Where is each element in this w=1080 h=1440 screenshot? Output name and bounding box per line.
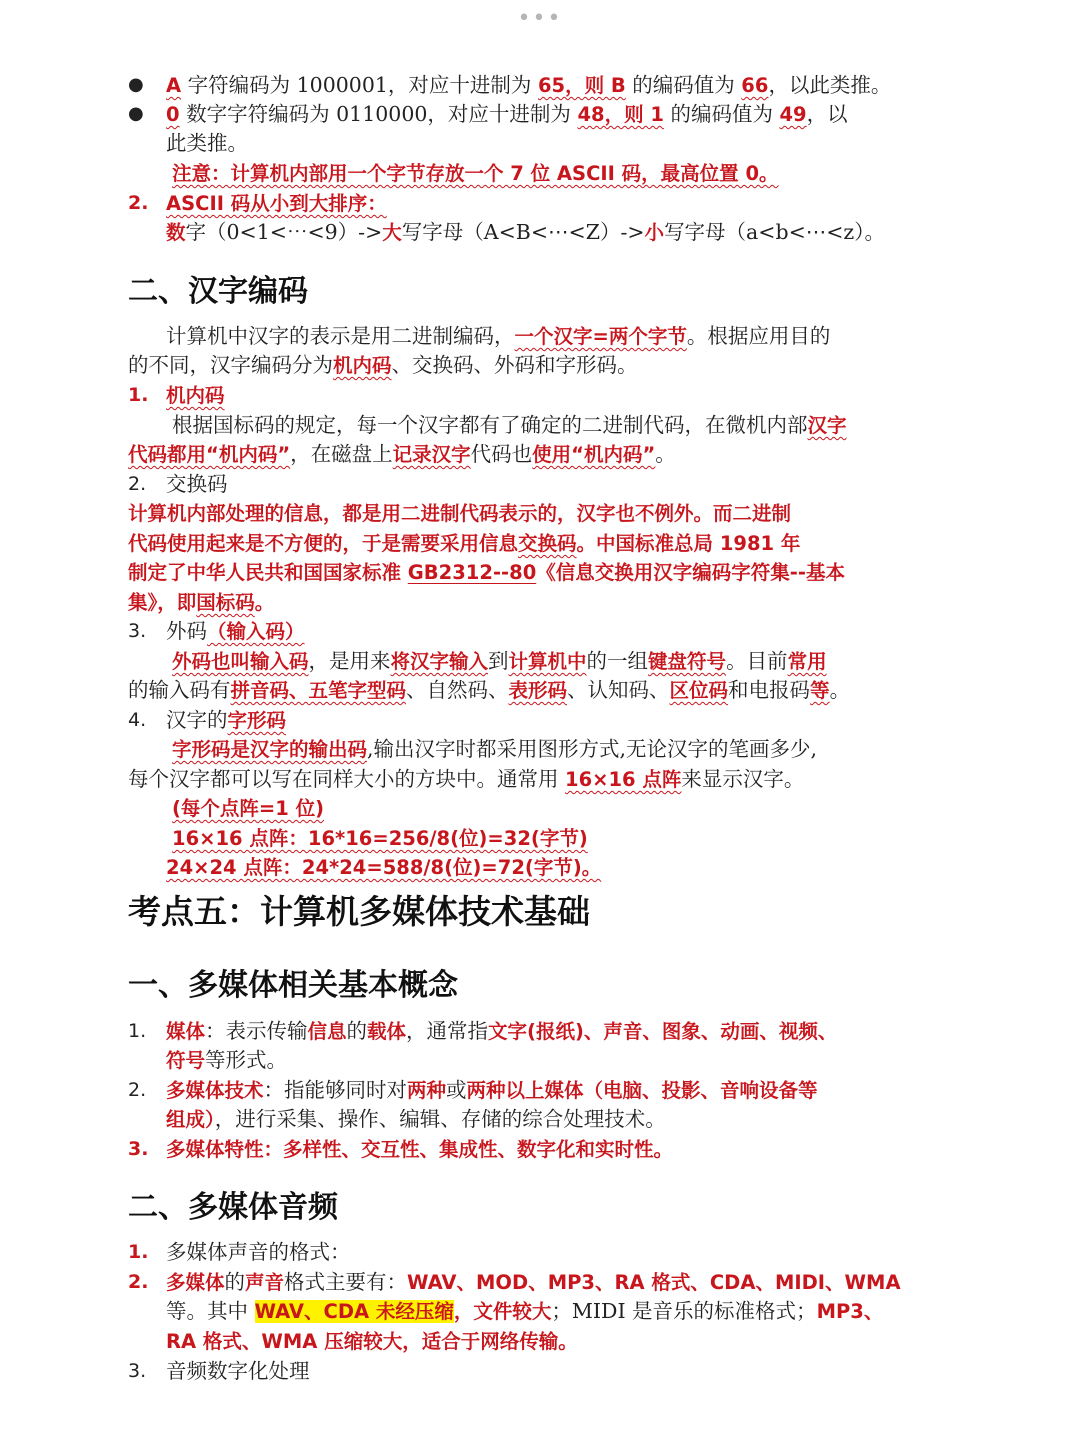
text: ,输出汉字时都采用图形方式,无论汉字的笔画多少,	[367, 737, 818, 761]
item-number: 2.	[128, 1079, 147, 1101]
item-title: 交换码	[166, 472, 228, 496]
formula-text: 24×24 点阵：24*24=588/8(位)=72(字节)。	[166, 856, 602, 879]
paragraph	[128, 440, 676, 469]
text: ，以	[806, 102, 848, 126]
item-number: 3.	[128, 1360, 147, 1382]
paragraph	[128, 529, 800, 558]
text: 。根据应用目的	[686, 324, 831, 348]
text: 小	[644, 221, 665, 244]
text: 和电报码	[728, 678, 811, 702]
highlight-48: 48，则 1	[577, 103, 664, 126]
list-item	[166, 1076, 818, 1105]
text: 的一组	[586, 649, 649, 673]
text: 每个汉字都可以写在同样大小的方块中。通常用	[128, 767, 566, 791]
highlight: 代码都用“机内码”	[128, 443, 291, 466]
text: 等。其中	[166, 1299, 255, 1323]
text: 、自然码、	[406, 678, 509, 702]
bullet-dot: ●	[128, 74, 144, 95]
paragraph	[172, 647, 827, 676]
text: 或	[446, 1078, 467, 1102]
item-title	[166, 617, 305, 646]
list-item-cont	[166, 1297, 883, 1326]
formula-line	[166, 853, 601, 882]
paragraph	[128, 588, 274, 617]
item-number: 1.	[128, 384, 149, 406]
text: 文字(报纸)、声音、图象、动画、视频、	[488, 1020, 838, 1043]
text: ；MIDI 是音乐的标准格式；	[551, 1299, 817, 1323]
text: 符号	[166, 1049, 206, 1072]
highlight-49: 49	[779, 103, 807, 126]
bullet-line-a	[166, 71, 891, 100]
title-text: 机内码	[166, 384, 225, 407]
note-text: 注意：计算机内部用一个字节存放一个 7 位 ASCII 码，最高位置 0。	[172, 162, 779, 185]
text: 。中国标准总局 1981 年	[576, 532, 801, 555]
item-number: 1.	[128, 1241, 149, 1263]
section-heading-hanzi: 二、汉字编码	[128, 274, 308, 309]
item-number: 2.	[128, 1271, 149, 1293]
text: ，通常指	[406, 1019, 489, 1043]
text: 等形式。	[205, 1048, 288, 1072]
formula-line	[172, 824, 588, 853]
list-item-cont	[166, 1046, 287, 1075]
text: 外码	[166, 619, 207, 643]
text: 两种	[407, 1079, 447, 1102]
text: 制定了中华人民共和国国家标准	[128, 561, 408, 584]
section-heading-concept: 一、多媒体相关基本概念	[128, 968, 458, 1003]
highlight: 常用	[787, 650, 827, 673]
list-item: 音频数字化处理	[166, 1359, 310, 1383]
text: 字（0<1<⋯<9）->	[185, 220, 383, 244]
paragraph	[128, 499, 791, 528]
text: RA 格式、WMA 压缩较大，适合于网络传输。	[166, 1330, 578, 1353]
item-number: 2.	[128, 192, 149, 214]
menu-dots-icon[interactable]: •••	[517, 6, 563, 31]
text: 载体	[367, 1020, 407, 1043]
item-number: 3.	[128, 1138, 149, 1160]
item-number: 4.	[128, 709, 147, 731]
text: 信息	[307, 1020, 347, 1043]
item-number: 3.	[128, 620, 147, 642]
text: ：指能够同时对	[263, 1078, 408, 1102]
text: 数字字符编码为 0110000，对应十进制为	[179, 102, 578, 126]
text: 媒体	[166, 1020, 206, 1043]
bullet-dot: ●	[128, 103, 144, 124]
highlight: 国标码	[196, 591, 255, 614]
text: 、交换码、外码和字形码。	[391, 353, 638, 377]
text: 《信息交换用汉字编码字符集--基本	[536, 561, 845, 584]
text: 多媒体特性：多样性、交互性、集成性、数字化和实时性。	[166, 1138, 674, 1161]
text: 根据国标码的规定，每一个汉字都有了确定的二进制代码，在微机内部	[172, 413, 808, 437]
text: 写字母（A<B<⋯<Z）->	[401, 220, 645, 244]
chapter-heading: 考点五：计算机多媒体技术基础	[128, 892, 590, 931]
item-title	[166, 706, 286, 735]
highlight-0: 0	[166, 103, 180, 126]
text: WAV、MOD、MP3、RA 格式、CDA、MIDI、WMA	[407, 1271, 901, 1294]
item-number: 1.	[128, 1020, 147, 1042]
text: 格式主要有：	[284, 1270, 408, 1294]
text: ：表示传输	[205, 1019, 308, 1043]
highlight: 汉字	[807, 414, 847, 437]
highlight: GB2312--80	[407, 561, 537, 584]
highlight: 交换码	[518, 532, 577, 555]
paragraph	[128, 765, 804, 794]
highlight: （输入码）	[207, 620, 305, 643]
paragraph	[128, 676, 850, 705]
text: 大	[382, 221, 402, 244]
text: 代码也	[470, 442, 533, 466]
text: 写字母（a<b<⋯<z）。	[664, 220, 885, 244]
text: MP3、	[816, 1300, 884, 1323]
paragraph	[166, 322, 830, 351]
highlight: 机内码	[333, 354, 392, 377]
item-title	[166, 381, 225, 410]
paragraph	[128, 351, 638, 380]
text: 、认知码、	[567, 678, 670, 702]
formula-text: (每个点阵=1 位)	[172, 797, 325, 820]
highlight-66: 66	[741, 74, 769, 97]
text: 多媒体技术	[166, 1079, 264, 1102]
highlighted-text: WAV、CDA 未经压缩	[254, 1300, 454, 1323]
list-item: 多媒体声音的格式：	[166, 1240, 351, 1264]
highlight: 字形码	[227, 709, 287, 732]
highlight: 键盘符号	[648, 650, 727, 673]
text: 的编码值为	[663, 102, 780, 126]
highlight: 计算机中	[508, 650, 587, 673]
text: ，进行采集、操作、编辑、存储的综合处理技术。	[214, 1107, 666, 1131]
text: ，在磁盘上	[290, 442, 393, 466]
text: 。	[254, 591, 275, 614]
paragraph	[172, 411, 847, 440]
text: 计算机中汉字的表示是用二进制编码，	[166, 324, 515, 348]
highlight: 外码也叫输入码	[172, 650, 309, 673]
text: 声音	[245, 1271, 285, 1294]
text: 的输入码有	[128, 678, 231, 702]
bullet-line-0	[166, 100, 848, 129]
text: 两种以上媒体（电脑、投影、音响设备等	[466, 1079, 818, 1102]
highlight: 拼音码、五笔字型码	[230, 679, 407, 702]
item-number: 2.	[128, 473, 147, 495]
text: 计算机内部处理的信息，都是用二进制代码表示的，汉字也不例外。而二进制	[128, 502, 792, 525]
text: 多媒体	[166, 1271, 225, 1294]
highlight: 16×16 点阵	[565, 768, 682, 791]
highlight: 等	[810, 679, 830, 702]
highlight: 区位码	[669, 679, 729, 702]
formula-text: 16×16 点阵：16*16=256/8(位)=32(字节)	[172, 827, 588, 850]
text: ，以此类推。	[768, 73, 892, 97]
title-text: ASCII 码从小到大排序：	[166, 192, 387, 215]
text: 。	[829, 678, 851, 702]
text: 的	[346, 1019, 368, 1043]
text: 到	[488, 649, 509, 673]
highlight: 一个汉字=两个字节	[514, 325, 687, 348]
text: 来显示汉字。	[681, 767, 805, 791]
text: ，是用来	[308, 649, 391, 673]
text: 。	[655, 442, 676, 466]
text: 代码使用起来是不方便的，于是需要采用信息	[128, 532, 519, 555]
text: 。目前	[726, 649, 788, 673]
text: 数	[166, 221, 186, 244]
ascii-sort-title	[166, 189, 387, 218]
list-item	[166, 1017, 837, 1046]
paragraph	[128, 558, 845, 587]
highlight: 字形码是汉字的输出码	[172, 738, 368, 761]
text: 的不同，汉字编码分为	[128, 353, 333, 377]
list-item-cont	[166, 1327, 578, 1356]
text: 汉字的	[166, 708, 228, 732]
list-item	[166, 1135, 673, 1164]
highlight: 记录汉字	[392, 443, 471, 466]
highlight: 将汉字输入	[390, 650, 489, 673]
section-heading-audio: 二、多媒体音频	[128, 1190, 338, 1225]
paragraph	[172, 735, 817, 764]
highlight: 表形码	[508, 679, 568, 702]
formula-line	[172, 794, 324, 823]
text: 的	[224, 1270, 246, 1294]
text: 字符编码为 1000001，对应十进制为	[181, 73, 538, 97]
text: ，文件较大	[453, 1300, 552, 1323]
ascii-note	[172, 159, 779, 188]
bullet-line-0-cont: 此类推。	[166, 131, 248, 155]
text: 集》，即	[128, 591, 197, 614]
text: 组成）	[166, 1108, 215, 1131]
list-item-cont	[166, 1105, 666, 1134]
highlight-65: 65，则 B	[537, 74, 626, 97]
highlight-a: A	[166, 74, 182, 97]
text: 的编码值为	[625, 73, 742, 97]
ascii-sort-order	[166, 218, 885, 247]
list-item	[166, 1268, 901, 1297]
highlight: 使用“机内码”	[532, 443, 656, 466]
